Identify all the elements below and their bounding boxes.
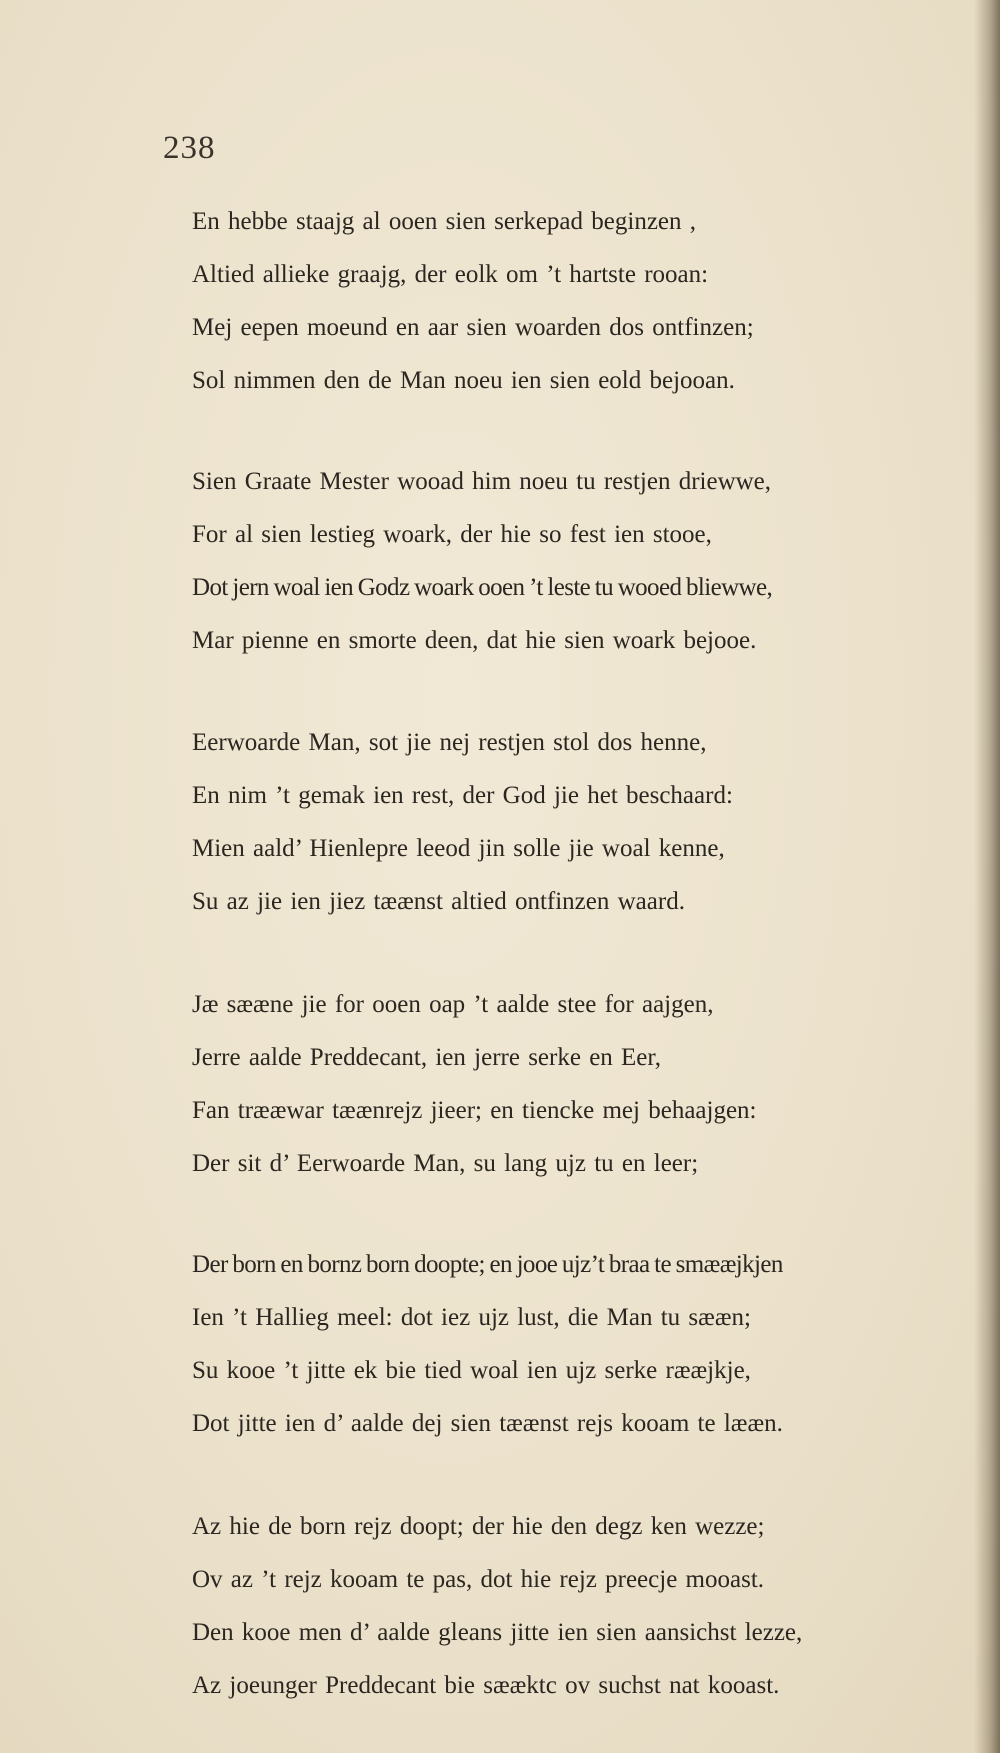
poem-line: Az hie de born rejz doopt; der hie den degz ken wezze; [192, 1513, 765, 1540]
poem-line: Den kooe men d’ aalde gleans jitte ien sien aansichst lezze, [192, 1619, 803, 1646]
poem-line: Ien ’t Hallieg meel: dot iez ujz lust, die Man tu sææn; [192, 1304, 751, 1331]
stanza-break [192, 928, 882, 978]
poem-line: Der sit d’ Eerwoarde Man, su lang ujz tu en leer; [192, 1150, 699, 1177]
poem-line: Fan trææwar tæænrejz jieer; en tiencke mej behaajgen: [192, 1097, 757, 1124]
stanza-3 [192, 716, 882, 928]
stanza-1 [192, 195, 882, 407]
stanza-break [192, 1190, 882, 1238]
stanza-break [192, 407, 882, 455]
poem-line: Altied allieke graajg, der eolk om ’t hartste rooan: [192, 261, 709, 288]
poem-line: Jerre aalde Preddecant, ien jerre serke en Eer, [192, 1044, 661, 1071]
poem-line: Su kooe ’t jitte ek bie tied woal ien ujz serke rææjkje, [192, 1357, 751, 1384]
poem-line: Jæ sææne jie for ooen oap ’t aalde stee for aajgen, [192, 991, 714, 1018]
poem-line: Az joeunger Preddecant bie sææktc ov suchst nat kooast. [192, 1672, 780, 1699]
poem-line: En nim ’t gemak ien rest, der God jie het beschaard: [192, 782, 733, 809]
stanza-break [192, 667, 882, 716]
poem-line: Mien aald’ Hienlepre leeod jin solle jie woal kenne, [192, 835, 725, 862]
page-number: 238 [163, 130, 216, 166]
poem [192, 195, 882, 1712]
poem-line: Dot jitte ien d’ aalde dej sien tæænst rejs kooam te lææn. [192, 1410, 783, 1437]
poem-line: Der born en bornz born doopte; en jooe ujz’t braa te smææjkjen [192, 1251, 783, 1278]
poem-line: Eerwoarde Man, sot jie nej restjen stol dos henne, [192, 729, 707, 756]
poem-line: Mej eepen moeund en aar sien woarden dos ontfinzen; [192, 314, 754, 341]
poem-line: Mar pienne en smorte deen, dat hie sien woark bejooe. [192, 627, 757, 654]
poem-line: En hebbe staajg al ooen sien serkepad beginzen , [192, 208, 697, 235]
poem-line: Ov az ’t rejz kooam te pas, dot hie rejz preecje mooast. [192, 1566, 765, 1593]
stanza-5 [192, 1238, 882, 1450]
page-edge-shadow [974, 0, 1000, 1753]
poem-line: Sol nimmen den de Man noeu ien sien eold bejooan. [192, 367, 735, 394]
poem-line: Su az jie ien jiez tæænst altied ontfinzen waard. [192, 888, 685, 915]
stanza-4 [192, 978, 882, 1190]
stanza-break [192, 1450, 882, 1500]
stanza-6 [192, 1500, 882, 1712]
poem-line: For al sien lestieg woark, der hie so fest ien stooe, [192, 521, 712, 548]
poem-line: Sien Graate Mester wooad him noeu tu restjen driewwe, [192, 468, 772, 495]
stanza-2 [192, 455, 882, 667]
poem-line: Dot jern woal ien Godz woark ooen ’t leste tu wooed bliewwe, [192, 574, 773, 601]
